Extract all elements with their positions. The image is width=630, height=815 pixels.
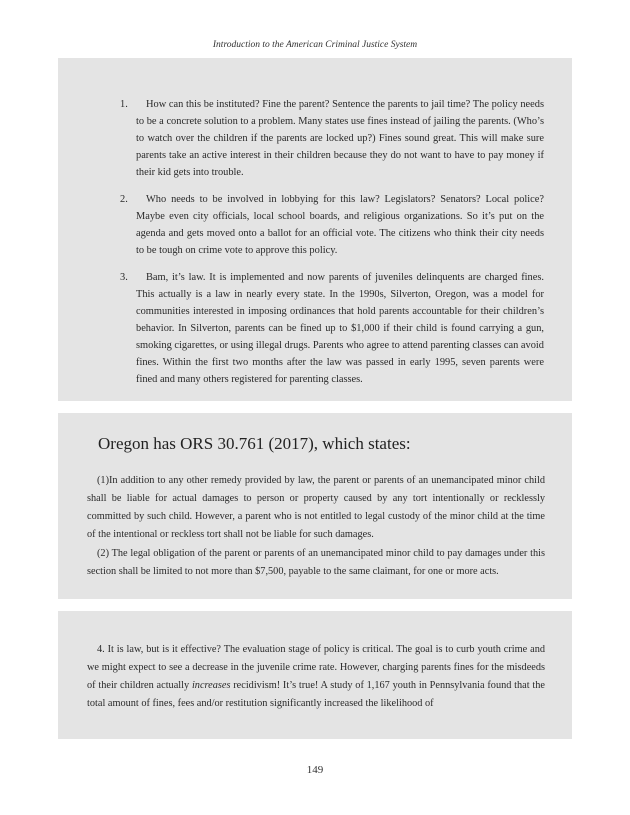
evaluation-text-start: 4. It is law, but is it effective? The evaluation stage of policy is critical. The goal is to curb youth crime and we might expect to see a decrease in the juvenile crime rate. However, charging parents fines for the misdeeds of their children actually — [87, 644, 545, 692]
page-number: 149 — [306, 764, 324, 776]
list-item-number: 2. — [120, 194, 128, 205]
emphasized-word: increases — [191, 680, 231, 692]
list-item — [120, 96, 544, 181]
list-item-text: How can this be instituted? Fine the parent? Sentence the parents to jail time? The policy needs to be a concrete solution to a problem. Many states use fines instead of jailing the parents. (Who’s to watch over the children if the parents are locked up?) Fines sound great. This will make sure parents take an active interest in their children because they do not want to have to pay money if their kid gets into trouble. — [136, 99, 544, 178]
list-item — [120, 269, 544, 388]
list-item-number: 3. — [120, 272, 128, 283]
running-header: Introduction to the American Criminal Justice System — [212, 40, 418, 50]
policy-steps-list — [120, 96, 544, 398]
list-item-text: Who needs to be involved in lobbying for this law? Legislators? Senators? Local police? Maybe even city officials, local school boards, and religious organizations. So it’s put on the agenda and gets moved onto a ballot for an official vote. The citizens who think their city needs to be tough on crime vote to approve this policy. — [136, 194, 544, 256]
list-item-number: 1. — [120, 99, 128, 110]
list-item — [120, 191, 544, 259]
list-item-text: Bam, it’s law. It is implemented and now parents of juveniles delinquents are charged fines. This actually is a law in nearly every state. In the 1990s, Silverton, Oregon, was a model for communities interested in imposing ordinances that hold parents accountable for their children’s behavior. In Silverton, parents can be fined up to $1,000 if their child is found carrying a gun, smoking cigarettes, or using illegal drugs. Parents who agree to attend parenting classes can avoid fines. Within the first two months after the law was passed in early 1995, seven parents were fined and many others registered for parenting classes. — [136, 272, 544, 385]
evaluation-text-end: recidivism! It’s true! A study of 1,167 youth in Pennsylvania found that the total amount of fines, fees and/or restitution significantly increased the likelihood of — [87, 680, 545, 710]
statute-paragraph-1: (1)In addition to any other remedy provided by law, the parent or parents of an unemancipated minor child shall be liable for actual damages to person or property caused by any tort intentionally or recklessly committed by such child. However, a parent who is not entitled to legal custody of the minor child at the time of the intentional or reckless tort shall not be liable for such damages. — [87, 475, 545, 541]
evaluation-paragraph — [87, 641, 545, 713]
statute-paragraph-2: (2) The legal obligation of the parent or parents of an unemancipated minor child to pay damages under this section shall be limited to not more than $7,500, payable to the same claimant, for one or more acts. — [87, 548, 545, 578]
statute-heading: Oregon has ORS 30.761 (2017), which states: — [98, 434, 411, 453]
